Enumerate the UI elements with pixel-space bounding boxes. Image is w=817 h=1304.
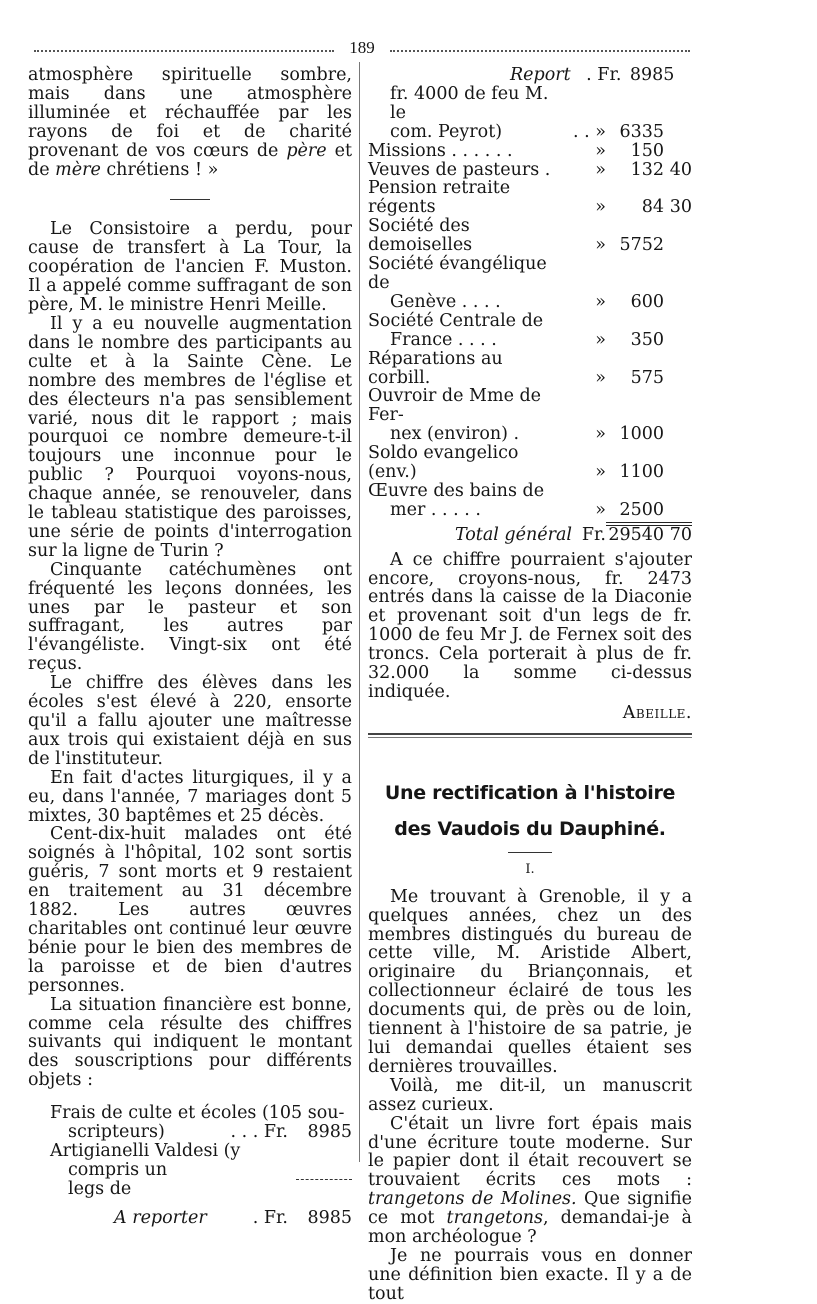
- paragraph-continuation: [28, 66, 352, 179]
- item-dots: »: [595, 424, 606, 445]
- item-cents: 40: [669, 159, 692, 180]
- report-dots: . Fr.: [586, 65, 622, 85]
- section-number: I.: [525, 861, 535, 877]
- paragraph-eleves: Le chiffre des élèves dans les écoles s'est élevé à 220, ensorte qu'il a fallu ajouter une maîtresse aux trois qui existaient déjà en sus de l'instituteur.: [28, 673, 352, 769]
- paragraph-catechumenes: Cinquante catéchumènes ont fréquenté les leçons données, les unes par le pasteur et son suffragant, les autres par l'évangéliste. Vingt-six ont été reçus.: [28, 559, 352, 675]
- page-number: 189: [349, 38, 375, 57]
- item-amount: 1000: [619, 424, 664, 445]
- paragraph-livre: [368, 1115, 692, 1247]
- item-dots: »: [595, 462, 606, 483]
- article-title-line1: Une rectification à l'histoire: [384, 781, 676, 804]
- reporter-line: [28, 1209, 352, 1228]
- item-dots: »: [595, 329, 606, 350]
- sum-rule: [606, 522, 692, 523]
- paragraph-text: , demandai-je à mon archéologue ?: [368, 1208, 692, 1248]
- column-divider: [359, 62, 360, 1162]
- reporter-dots: . Fr.: [252, 1207, 288, 1228]
- item-amount: 8985: [307, 1122, 352, 1143]
- item-label: nex (environ) .: [390, 424, 520, 445]
- item-cents: [664, 425, 692, 444]
- list-item: [368, 387, 692, 425]
- list-item: [28, 1142, 352, 1161]
- item-amount: 1100: [619, 462, 664, 483]
- item-cents: [664, 482, 692, 501]
- item-label: Genève . . . .: [390, 291, 501, 312]
- item-amount: [606, 482, 664, 501]
- item-dots: [566, 255, 606, 293]
- item-cents: [664, 255, 692, 293]
- list-item: [28, 1161, 352, 1199]
- item-cents: [664, 293, 692, 312]
- paragraph-text: chrétiens ! »: [100, 159, 219, 180]
- item-label: fr. 4000 de feu M. le: [390, 83, 549, 123]
- item-amount: [606, 85, 664, 123]
- list-item: [368, 142, 692, 161]
- list-item: [368, 350, 692, 388]
- item-amount: 350: [630, 329, 664, 350]
- page-header: [34, 38, 690, 58]
- report-amount: 8985: [629, 65, 675, 85]
- item-dots: »: [595, 197, 606, 218]
- item-cents: [664, 331, 692, 350]
- item-cents: [664, 444, 692, 482]
- item-cents: [664, 85, 692, 123]
- item-label: mer . . . . .: [390, 499, 481, 520]
- item-cents: [664, 217, 692, 255]
- sum-rule: [296, 1179, 352, 1180]
- paragraph-augmentation: Il y a eu nouvelle augmentation dans le nombre des participants au culte et à la Sainte Cène. Le nombre des membres de l'église et des électeurs n'a pas sensiblement varié, nous dit le rapport ; mais pourquoi ce nombre demeure-t-il toujours une inconnue pour le public ? Pourquoi voyons-nous, chaque année, se renouveler, dans le tableau statistique des paroisses, une série de points d'interrogation sur la ligne de Turin ?: [28, 313, 352, 561]
- item-amount: [606, 312, 664, 331]
- item-label: scripteurs): [68, 1122, 165, 1143]
- total-label: Total général: [454, 524, 572, 545]
- paragraph-consistoire: Le Consistoire a perdu, pour cause de transfert à La Tour, la coopération de l'ancien F. Muston. Il a appelé comme suffragant de son père, M. le ministre Henri Meille.: [28, 219, 352, 316]
- item-cents: [664, 387, 692, 425]
- report-label: Report: [510, 65, 571, 85]
- list-item: [368, 161, 692, 180]
- item-dots: [566, 312, 606, 331]
- total-line: [368, 526, 692, 545]
- paragraph-text: atmosphère spirituelle sombre, mais dans une atmosphère illuminée et réchauffée par les rayons de foi et de charité provenant de vos cœurs de: [28, 65, 352, 161]
- item-label: Frais de culte et écoles (105 sou-: [50, 1103, 345, 1124]
- italic-word: père: [286, 140, 327, 161]
- list-item: [368, 217, 692, 255]
- paragraph-situation: La situation financière est bonne, comme cela résulte des chiffres suivants qui indiquent le montant des souscriptions pour différents objets :: [28, 994, 352, 1091]
- item-cents: 30: [669, 197, 692, 218]
- item-amount: 150: [630, 140, 664, 161]
- item-cents: [664, 123, 692, 142]
- italic-word: mère: [55, 159, 101, 180]
- item-cents: [664, 501, 692, 520]
- item-cents: [664, 350, 692, 388]
- list-item: [368, 425, 692, 444]
- header-rule-right: [390, 50, 690, 52]
- list-item: [368, 482, 692, 501]
- paragraph-malades: Cent-dix-huit malades ont été soignés à l'hôpital, 102 sont sortis guéris, 7 sont morts et 9 restaient en traitement au 31 décembre 1882. Les autres œuvres charitables ont continué leur œuvre bénie pour le bien des membres de la paroisse et de bien d'autres personnes.: [28, 824, 352, 996]
- item-cents: [664, 142, 692, 161]
- total-amount: 29540: [608, 524, 664, 545]
- list-item: [368, 501, 692, 520]
- list-item: [368, 293, 692, 312]
- paragraph-addition: A ce chiffre pourraient s'ajouter encore, croyons-nous, fr. 2473 entrés dans la caisse de la Diaconie et provenant soit d'un legs de fr. 1000 de feu Mr J. de Fernex soit des troncs. Cela porterait à plus de fr. 32.000 la somme ci-dessus indiquée.: [368, 549, 692, 702]
- item-dots: »: [595, 499, 606, 520]
- paragraph-definition: Je ne pourrais vous en donner une définition bien exacte. Il y a de tout: [368, 1245, 692, 1304]
- article-separator-thin: [368, 737, 692, 738]
- list-item: [368, 255, 692, 293]
- item-amount: 6335: [619, 121, 664, 142]
- item-label: Société Centrale de: [368, 310, 544, 331]
- italic-word: trangetons: [446, 1208, 544, 1229]
- item-amount: 84: [641, 197, 664, 218]
- list-item: [368, 331, 692, 350]
- item-label: Ouvroir de Mme de Fer-: [368, 386, 542, 426]
- list-item: [28, 1104, 352, 1123]
- item-dots: . . »: [573, 121, 606, 142]
- item-amount: 5752: [619, 235, 664, 256]
- left-column: [28, 66, 352, 1228]
- item-label: compris un legs de: [68, 1159, 168, 1199]
- italic-phrase: trangetons de Molines.: [368, 1189, 577, 1210]
- list-item: [368, 85, 692, 123]
- item-amount: 132: [630, 159, 664, 180]
- item-label: Veuves de pasteurs .: [368, 159, 551, 180]
- item-label: Artigianelli Valdesi (y: [50, 1140, 241, 1161]
- section-separator: [170, 199, 210, 200]
- list-item: [368, 312, 692, 331]
- signature: Abeille.: [622, 702, 692, 723]
- paragraph-grenoble: Me trouvant à Grenoble, il y a quelques années, chez un des membres distingués du bureau de cette ville, M. Aristide Albert, originaire du Briançonnais, et collectionneur éclairé de tous les documents qui, de près ou de loin, tiennent à l'histoire de sa patrie, je lui demandai quelles étaient ses dernières trouvailles.: [368, 886, 692, 1077]
- item-amount: 600: [630, 291, 664, 312]
- paragraph-actes: En fait d'actes liturgiques, il y a eu, dans l'année, 7 mariages dont 5 mixtes, 30 baptêmes et 25 décès.: [28, 767, 352, 826]
- item-amount: 575: [630, 367, 664, 388]
- item-dots: »: [595, 367, 606, 388]
- paragraph-text: Que signifie ce mot: [368, 1189, 693, 1229]
- item-label: com. Peyrot): [390, 121, 503, 142]
- item-label: Soldo evangelico (env.): [368, 443, 519, 483]
- item-label: Pension retraite régents: [368, 178, 511, 218]
- report-line: [368, 66, 692, 85]
- subscriptions-list-left: [28, 1104, 352, 1199]
- item-dots: »: [595, 235, 606, 256]
- item-label: Société évangélique de: [368, 254, 547, 293]
- list-item: [368, 179, 692, 217]
- item-dots: »: [595, 159, 606, 180]
- item-dots: . . . Fr.: [230, 1122, 288, 1143]
- item-label: France . . . .: [390, 329, 497, 350]
- list-item: [28, 1123, 352, 1142]
- item-label: Œuvre des bains de: [368, 480, 545, 501]
- item-label: Missions . . . . . .: [368, 140, 513, 161]
- item-dots: [566, 387, 606, 425]
- list-item: [368, 444, 692, 482]
- paragraph-text: C'était un livre fort épais mais d'une écriture toute moderne. Sur le papier dont il était recouvert se trouvaient écrits ces mots :: [368, 1113, 692, 1191]
- item-dots: [566, 482, 606, 501]
- item-amount: 2500: [619, 499, 664, 520]
- right-column: [368, 66, 692, 1304]
- subscriptions-list-right: [368, 85, 692, 520]
- total-currency: Fr.: [581, 524, 606, 545]
- item-label: Réparations au corbill.: [368, 348, 503, 388]
- item-amount: [606, 387, 664, 425]
- total-cents: 70: [669, 524, 692, 545]
- title-separator: [508, 852, 552, 853]
- reporter-amount: 8985: [307, 1207, 352, 1228]
- reporter-label: A reporter: [114, 1207, 207, 1228]
- article-separator: [368, 733, 692, 735]
- item-cents: [664, 312, 692, 331]
- item-dots: »: [595, 140, 606, 161]
- item-amount: [606, 255, 664, 293]
- article-title-line2: des Vaudois du Dauphiné.: [394, 817, 666, 840]
- paragraph-manuscrit: Voilà, me dit-il, un manuscrit assez curieux.: [368, 1075, 692, 1115]
- item-dots: [566, 85, 606, 123]
- list-item: [368, 123, 692, 142]
- item-label: Société des demoiselles: [368, 216, 473, 256]
- paragraph-text: et de: [28, 140, 352, 180]
- item-dots: »: [595, 291, 606, 312]
